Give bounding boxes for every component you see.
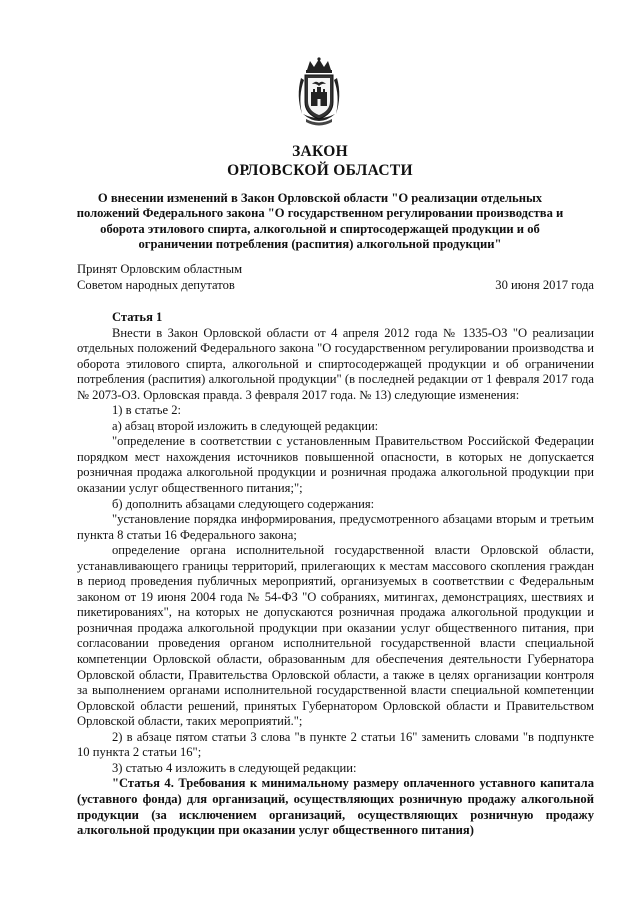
- paragraph: б) дополнить абзацами следующего содержания:: [112, 496, 375, 511]
- paragraph: 3) статью 4 изложить в следующей редакции:: [112, 760, 357, 775]
- paragraph: определение органа исполнительной государственной власти Орловской области, устанавливающего границы территорий, прилегающих к местам массового скопления граждан в период проведения публичных мероприятий, организуемых в соответствии с Федеральным законом от 19 июня 2004 года № 54-ФЗ "О собраниях, митингах, демонстрациях, шествиях и пикетированиях", на которых не допускаются розничная продажа алкогольной продукции и розничная продажа алкогольной продукции при оказании услуг общественного питания, при согласовании проведения органом исполнительной государственной власти специальной компетенции Орловской области, образованным для обеспечения деятельности Губернатора Орловской области, Правительства Орловской области, а также в целях организации контроля за выполнением органами исполнительной государственной власти специальной компетенции Орловской области решений, принятых Губернатором Орловской области и Правительством Орловской области, таких мероприятий.";: [77, 543, 594, 729]
- paragraph: "установление порядка информирования, предусмотренного абзацами вторым и третьим пункта 8 статьи 16 Федерального закона;: [77, 512, 594, 542]
- article-heading: Статья 1: [112, 310, 163, 324]
- paragraph: Внести в Закон Орловской области от 4 апреля 2012 года № 1335-ОЗ "О реализации отдельных положений Федерального закона "О государственном регулировании производства и оборота этилового спирта, алкогольной и спиртосодержащей продукции и об ограничении потребления (распития) алкогольной продукции" (в последней редакции от 1 февраля 2017 года № 2073-ОЗ. Орловская правда. 3 февраля 2017 года. № 13) следующие изменения:: [77, 325, 594, 402]
- paragraph: а) абзац второй изложить в следующей редакции:: [112, 418, 379, 433]
- paragraph: "определение в соответствии с установленным Правительством Российской Федерации порядком мест нахождения источников повышенной опасности, в которых не допускается розничная продажа алкогольной продукции и розничная продажа алкогольной продукции при оказании услуг общественного питания;";: [77, 434, 594, 496]
- paragraph: 1) в статье 2:: [112, 403, 182, 418]
- law-title: ЗАКОН: [292, 143, 348, 160]
- law-region-title: ОРЛОВСКОЙ ОБЛАСТИ: [227, 162, 413, 179]
- law-heading: О внесении изменений в Закон Орловской области "О реализации отдельных положений Федерального закона "О государственном регулировании производства и оборота этилового спирта, алкогольной и спиртосодержащей продукции и об ограничении потребления (распития) алкогольной продукции": [76, 191, 564, 252]
- article-4-heading: "Статья 4. Требования к минимальному размеру оплаченного уставного капитала (уставного фонда) для организаций, осуществляющих розничную продажу алкогольной продукции (за исключением организаций, осуществляющих розничную продажу алкогольной продукции при оказании услуг общественного питания): [77, 776, 594, 838]
- adopted-by-line: Советом народных депутатов: [77, 277, 235, 292]
- law-body: [77, 310, 594, 839]
- adopted-by: [77, 262, 242, 293]
- adopted-by-line: Принят Орловским областным: [77, 262, 243, 276]
- adoption-date: 30 июня 2017 года: [495, 278, 594, 292]
- paragraph: 2) в абзаце пятом статьи 3 слова "в пункте 2 статьи 16" заменить словами "в подпункте 10 пункта 2 статьи 16";: [77, 729, 594, 760]
- orel-oblast-coat-of-arms-icon: [294, 56, 344, 130]
